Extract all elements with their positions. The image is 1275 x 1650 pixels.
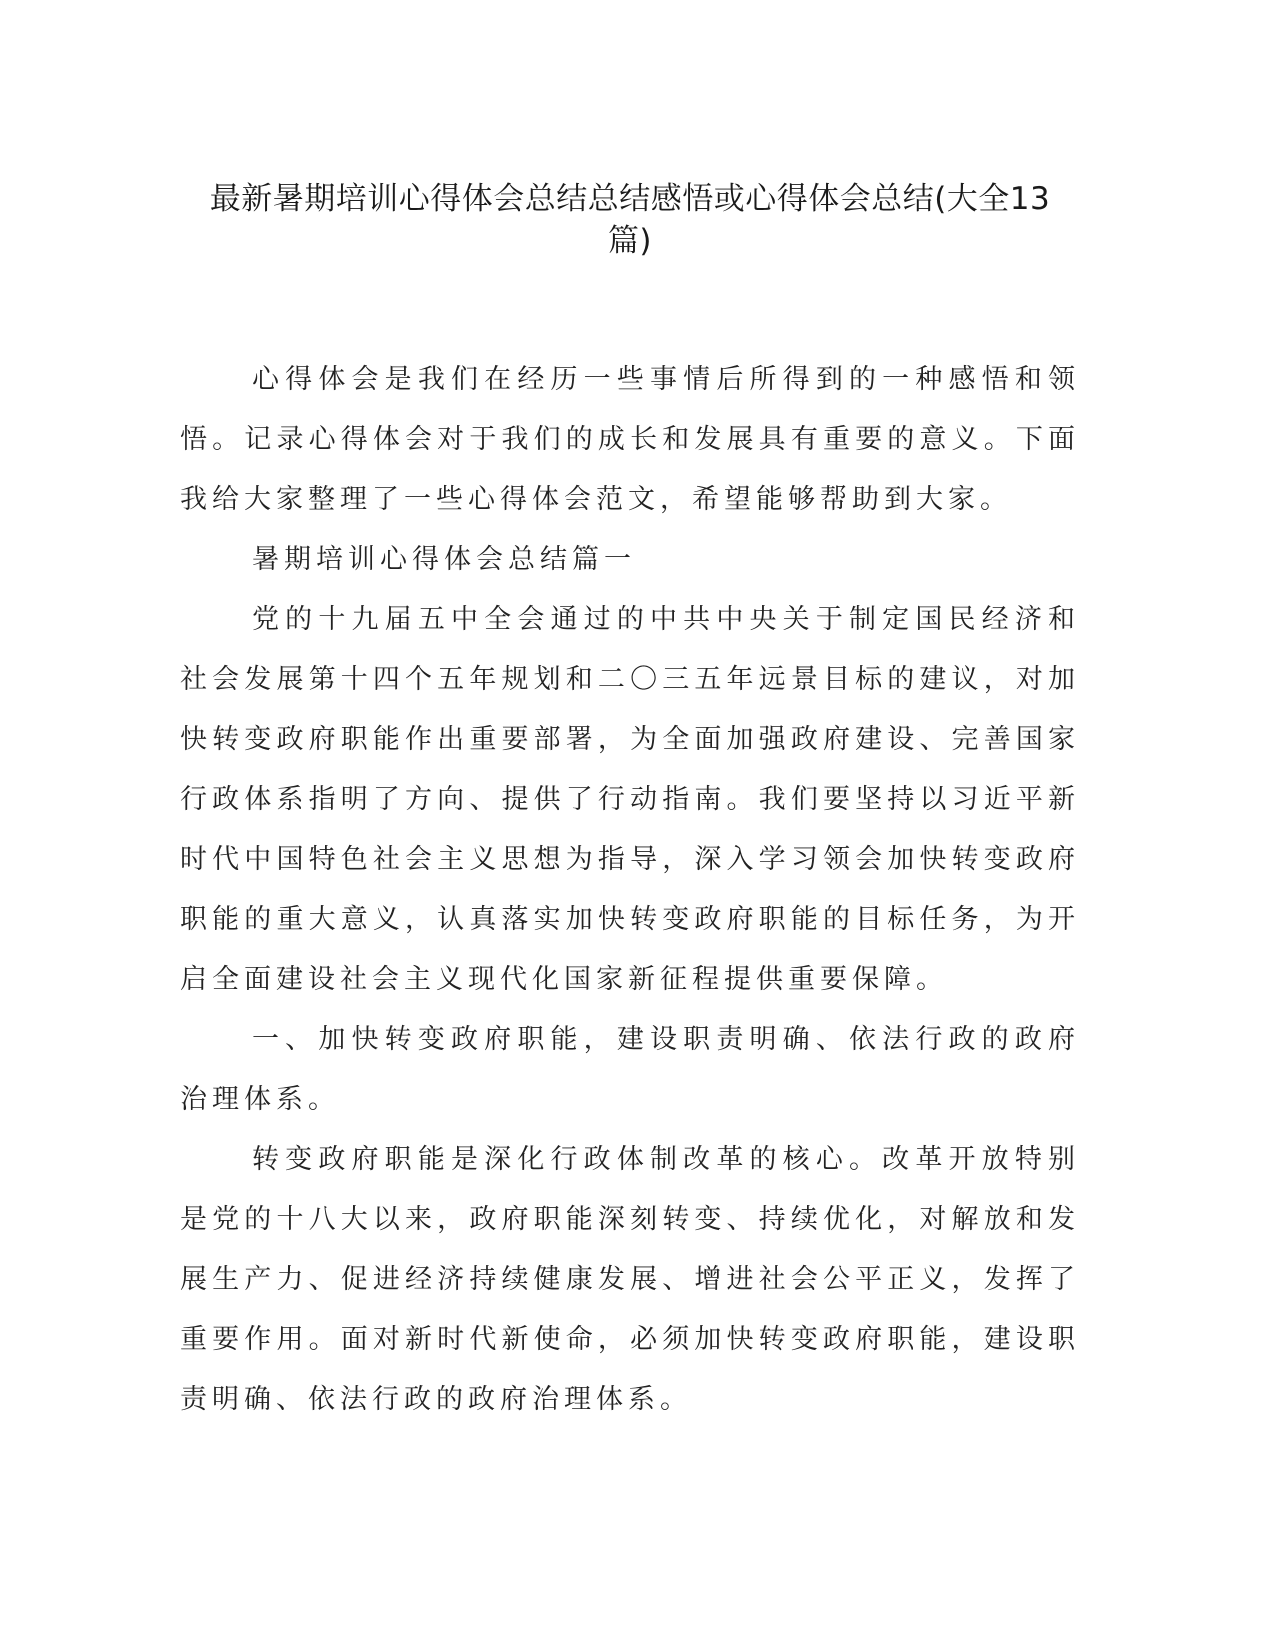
title-line-2: 篇): [607, 223, 653, 259]
intro-paragraph: 心得体会是我们在经历一些事情后所得到的一种感悟和领悟。记录心得体会对于我们的成长和发展具有重要的意义。下面我给大家整理了一些心得体会范文，希望能够帮助到大家。: [180, 364, 1080, 515]
section-heading: 暑期培训心得体会总结篇一: [252, 544, 636, 575]
body-paragraph: 转变政府职能是深化行政体制改革的核心。改革开放特别是党的十八大以来，政府职能深刻转变、持续优化，对解放和发展生产力、促进经济持续健康发展、增进社会公平正义，发挥了重要作用。面对新时代新使命，必须加快转变政府职能，建设职责明确、依法行政的政府治理体系。: [180, 1144, 1080, 1415]
subheading-paragraph: 一、加快转变政府职能，建设职责明确、依法行政的政府治理体系。: [180, 1024, 1080, 1115]
title-line-1: 最新暑期培训心得体会总结总结感悟或心得体会总结(大全13: [209, 181, 1051, 217]
body-paragraph: 党的十九届五中全会通过的中共中央关于制定国民经济和社会发展第十四个五年规划和二〇三五年远景目标的建议，对加快转变政府职能作出重要部署，为全面加强政府建设、完善国家行政体系指明了方向、提供了行动指南。我们要坚持以习近平新时代中国特色社会主义思想为指导，深入学习领会加快转变政府职能的重大意义，认真落实加快转变政府职能的目标任务，为开启全面建设社会主义现代化国家新征程提供重要保障。: [180, 604, 1080, 995]
document-body: [180, 350, 1080, 1430]
document-title: [180, 178, 1080, 262]
